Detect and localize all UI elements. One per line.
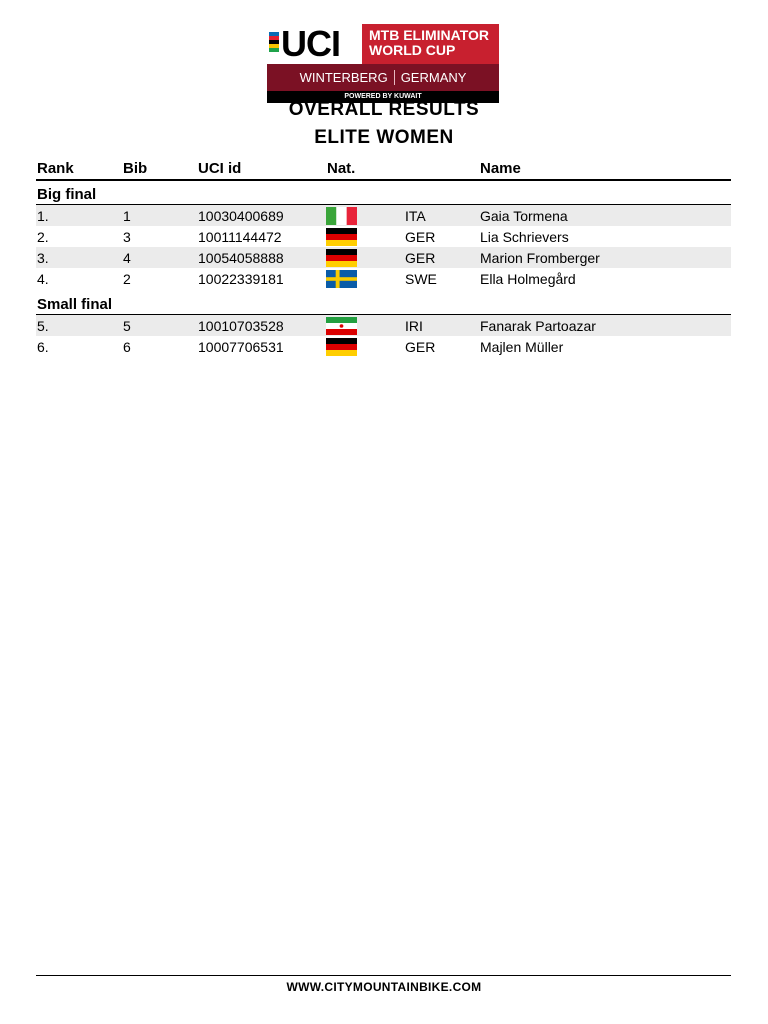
germany-flag-icon — [326, 228, 357, 246]
column-header-uci-id: UCI id — [198, 160, 242, 177]
name-cell: Gaia Tormena — [480, 208, 568, 224]
section-title-small-final: Small final — [37, 296, 113, 313]
sweden-flag-icon — [326, 270, 357, 288]
logo-separator — [394, 70, 395, 85]
category-title: ELITE WOMEN — [314, 127, 454, 148]
page-title: OVERALL RESULTS — [288, 99, 480, 120]
bib-cell: 6 — [123, 339, 131, 355]
table-row — [36, 247, 731, 268]
table-row — [36, 315, 731, 336]
name-cell: Ella Holmegård — [480, 271, 576, 287]
italy-flag-icon — [326, 207, 357, 225]
rank-cell: 1. — [37, 208, 49, 224]
event-logo — [267, 24, 499, 103]
name-cell: Lia Schrievers — [480, 229, 569, 245]
bib-cell: 4 — [123, 250, 131, 266]
rainbow-stripes-icon — [269, 32, 279, 56]
nat-cell: GER — [405, 229, 436, 245]
rank-cell: 2. — [37, 229, 49, 245]
nat-cell: ITA — [405, 208, 426, 224]
header-divider — [36, 179, 731, 181]
uci-id-cell: 10022339181 — [198, 271, 284, 287]
uci-brand-text: UCI — [281, 23, 340, 64]
footer-divider — [36, 975, 731, 976]
uci-id-cell: 10011144472 — [198, 229, 282, 245]
name-cell: Majlen Müller — [480, 339, 564, 355]
bib-cell: 5 — [123, 318, 131, 334]
name-cell: Marion Fromberger — [480, 250, 600, 266]
footer-url: WWW.CITYMOUNTAINBIKE.COM — [286, 980, 482, 994]
bib-cell: 1 — [123, 208, 131, 224]
rank-cell: 3. — [37, 250, 49, 266]
iran-flag-icon — [326, 317, 357, 335]
logo-line-2: WORLD CUP — [369, 42, 456, 58]
uci-id-cell: 10010703528 — [198, 318, 284, 334]
uci-id-cell: 10007706531 — [198, 339, 284, 355]
section-title-big-final: Big final — [37, 186, 97, 203]
bib-cell: 2 — [123, 271, 131, 287]
nat-cell: SWE — [405, 271, 437, 287]
rank-cell: 4. — [37, 271, 49, 287]
logo-line-1: MTB ELIMINATOR — [369, 27, 490, 43]
table-row — [36, 268, 731, 289]
table-row — [36, 226, 731, 247]
table-row — [36, 336, 731, 357]
logo-event-name — [362, 24, 499, 64]
bib-cell: 3 — [123, 229, 131, 245]
uci-logo — [267, 24, 362, 64]
nat-cell: IRI — [405, 318, 423, 334]
uci-id-cell: 10030400689 — [198, 208, 284, 224]
logo-powered-by: POWERED BY KUWAIT — [267, 91, 499, 103]
rank-cell: 6. — [37, 339, 49, 355]
column-header-rank: Rank — [37, 160, 74, 177]
uci-id-cell: 10054058888 — [198, 250, 284, 266]
germany-flag-icon — [326, 338, 357, 356]
column-header-name: Name — [480, 160, 521, 177]
nat-cell: GER — [405, 250, 436, 266]
rank-cell: 5. — [37, 318, 49, 334]
name-cell: Fanarak Partoazar — [480, 318, 596, 334]
germany-flag-icon — [326, 249, 357, 267]
column-header-nat: Nat. — [327, 160, 356, 177]
column-header-bib: Bib — [123, 160, 148, 177]
logo-country: GERMANY — [400, 70, 467, 85]
table-row — [36, 205, 731, 226]
logo-location-band — [267, 64, 499, 91]
nat-cell: GER — [405, 339, 436, 355]
logo-city: WINTERBERG — [299, 70, 388, 85]
